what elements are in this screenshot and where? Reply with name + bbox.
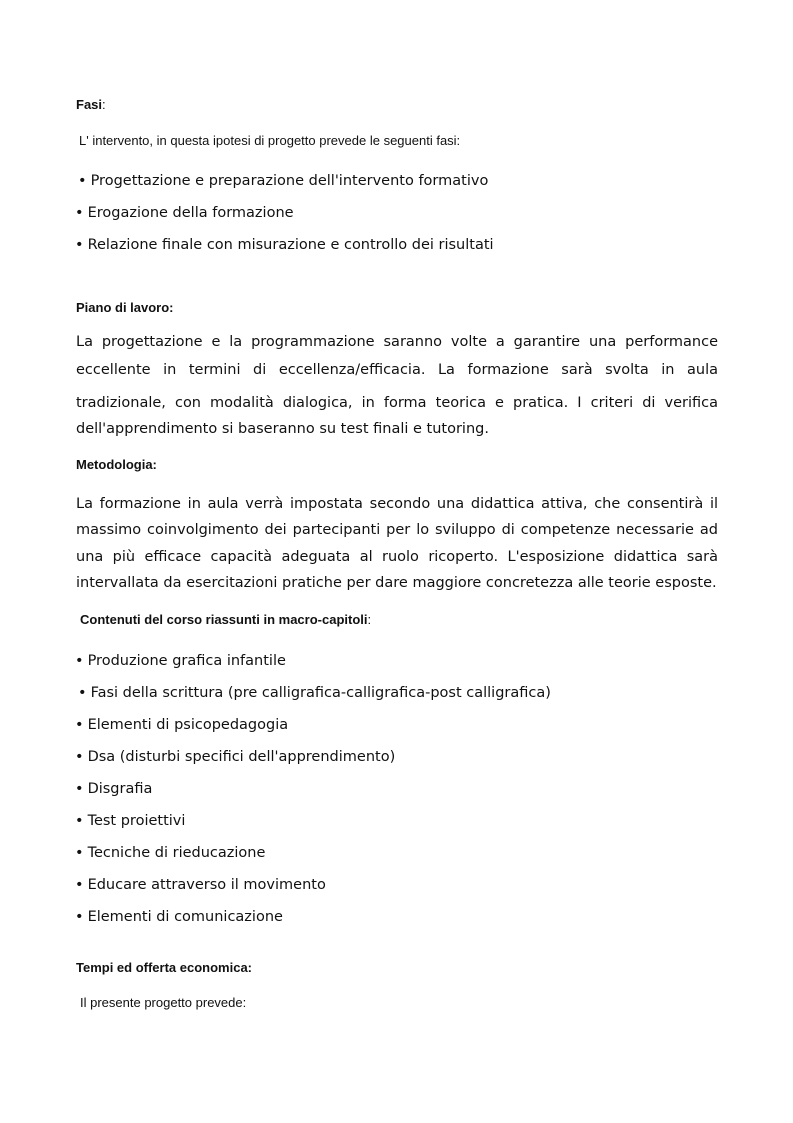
section-heading-fasi: Fasi: xyxy=(76,97,106,112)
metodologia-paragraph-line: una più efficace capacità adeguata al ruolo ricoperto. L'esposizione didattica sarà xyxy=(76,549,718,565)
piano-paragraph-line: tradizionale, con modalità dialogica, in forma teorica e pratica. I criteri di verifica xyxy=(76,395,718,411)
contenuti-list-item: • Disgrafia xyxy=(75,780,152,798)
contenuti-list-item: • Produzione grafica infantile xyxy=(75,652,286,670)
metodologia-paragraph-line: intervallata da esercitazioni pratiche per dare maggiore concretezza alle teorie esposte. xyxy=(76,575,717,591)
contenuti-list-item: • Fasi della scrittura (pre calligrafica-calligrafica-post calligrafica) xyxy=(78,684,551,702)
contenuti-list-item: • Tecniche di rieducazione xyxy=(75,844,265,862)
metodologia-paragraph-line: La formazione in aula verrà impostata secondo una didattica attiva, che consentirà il xyxy=(76,496,718,512)
metodologia-paragraph-line: massimo coinvolgimento dei partecipanti per lo sviluppo di competenze necessarie ad xyxy=(76,522,718,538)
piano-paragraph-line: eccellente in termini di eccellenza/efficacia. La formazione sarà svolta in aula xyxy=(76,362,718,378)
tempi-intro: Il presente progetto prevede: xyxy=(80,995,247,1010)
contenuti-list-item: • Elementi di psicopedagogia xyxy=(75,716,288,734)
contenuti-list-item: • Dsa (disturbi specifici dell'apprendimento) xyxy=(75,748,395,766)
fasi-intro: L' intervento, in questa ipotesi di progetto prevede le seguenti fasi: xyxy=(79,133,461,148)
section-heading-metodologia: Metodologia: xyxy=(76,457,157,472)
section-heading-piano: Piano di lavoro: xyxy=(76,300,174,315)
section-heading-tempi: Tempi ed offerta economica: xyxy=(76,960,253,975)
section-heading-contenuti: Contenuti del corso riassunti in macro-capitoli: xyxy=(80,612,372,627)
contenuti-list-item: • Elementi di comunicazione xyxy=(75,908,283,926)
contenuti-list-item: • Educare attraverso il movimento xyxy=(75,876,326,894)
fasi-list-item: • Relazione finale con misurazione e controllo dei risultati xyxy=(75,236,494,254)
fasi-list-item: • Erogazione della formazione xyxy=(75,204,294,222)
contenuti-list-item: • Test proiettivi xyxy=(75,812,185,830)
piano-paragraph-line: La progettazione e la programmazione saranno volte a garantire una performance xyxy=(76,334,718,350)
fasi-list-item: • Progettazione e preparazione dell'intervento formativo xyxy=(78,172,488,190)
piano-paragraph-line: dell'apprendimento si baseranno su test finali e tutoring. xyxy=(76,421,489,437)
